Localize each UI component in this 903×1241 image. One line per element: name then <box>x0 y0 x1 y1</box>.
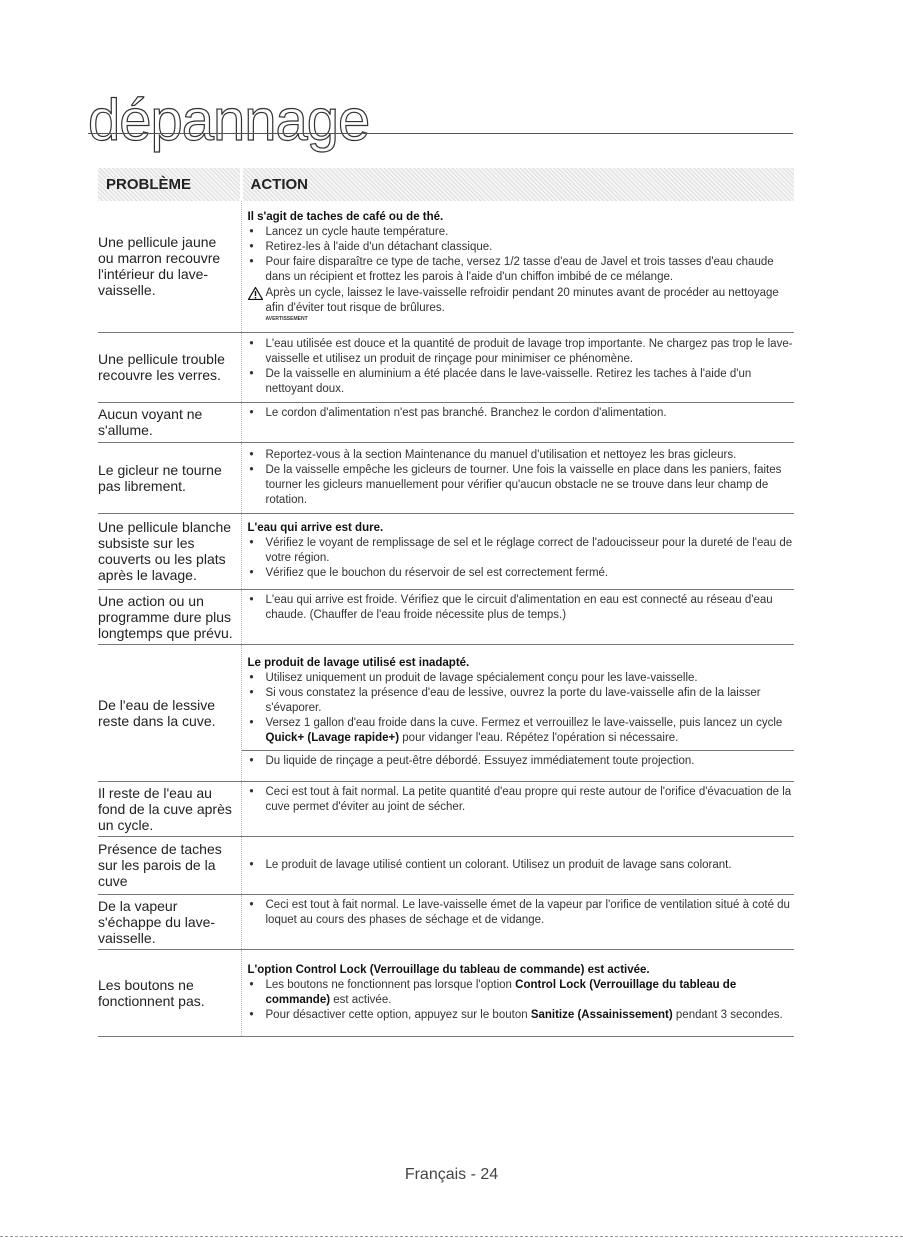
list-item: • Reportez-vous à la section Maintenance du manuel d'utilisation et nettoyez les bras gicleurs. <box>248 448 795 463</box>
list-item: • Pour faire disparaître ce type de tache, versez 1/2 tasse d'eau de Javel et trois tasses d'eau chaude dans un récipient et frottez les parois à l'aide d'un chiffon imbibé de ce mélange. <box>248 255 795 285</box>
action-list <box>248 898 795 928</box>
bullet-text: Pour désactiver cette option, appuyez sur le bouton <box>265 1008 531 1021</box>
page-footer: Français - 24 <box>404 1166 499 1183</box>
action-lead: L'eau qui arrive est dure. <box>247 522 384 534</box>
table-row <box>98 332 794 402</box>
list-item <box>248 1008 795 1023</box>
action-list <box>248 536 795 581</box>
troubleshooting-table <box>98 168 794 1037</box>
list-item: • Si vous constatez la présence d'eau de lessive, ouvrez la porte du lave-vaisselle afin de la laisser s'évaporer. <box>248 686 795 716</box>
problem-cell: Une action ou un programme dure plus longtemps que prévu. <box>98 589 241 644</box>
action-cell <box>241 949 794 1036</box>
action-cell <box>241 201 794 332</box>
action-list <box>248 337 795 397</box>
problem-cell: Une pellicule blanche subsiste sur les couverts ou les plats après le lavage. <box>98 513 241 589</box>
list-item: • De la vaisselle empêche les gicleurs de tourner. Une fois la vaisselle en place dans les paniers, faites tourner les gicleurs manuellement pour vérifier qu'aucun obstacle ne se trouve dans leur champ de rotation. <box>248 463 795 508</box>
bullet-text: est activée. <box>330 993 392 1006</box>
problem-cell: Aucun voyant ne s'allume. <box>98 402 241 442</box>
action-cell <box>241 513 794 589</box>
list-item: • L'eau qui arrive est froide. Vérifiez que le circuit d'alimentation en eau est connecté au réseau d'eau chaude. (Chauffer de l'eau froide nécessite plus de temps.) <box>248 593 795 623</box>
list-item: • L'eau utilisée est douce et la quantité de produit de lavage trop importante. Ne chargez pas trop le lave-vaisselle et utilisez un produit de rinçage pour minimiser ce phénomène. <box>248 337 795 367</box>
list-item: • Lancez un cycle haute température. <box>248 225 795 240</box>
list-item: • Le produit de lavage utilisé contient un colorant. Utilisez un produit de lavage sans colorant. <box>248 858 795 873</box>
table-row <box>98 442 794 513</box>
sub-row <box>242 750 795 769</box>
action-list <box>248 978 795 1023</box>
list-item: • Le cordon d'alimentation n'est pas branché. Branchez le cordon d'alimentation. <box>248 406 795 421</box>
warning-label: AVERTISSEMENT <box>265 315 308 322</box>
action-list <box>248 754 795 769</box>
action-cell <box>241 781 794 836</box>
list-item: • De la vaisselle en aluminium a été placée dans le lave-vaisselle. Retirez les taches à l'aide d'un nettoyant doux. <box>248 367 795 397</box>
control-lock-keyword: Control Lock (Verrouillage du tableau de commande) <box>265 978 737 1006</box>
problem-cell: Une pellicule trouble recouvre les verres. <box>98 332 241 402</box>
list-item: • Du liquide de rinçage a peut-être débordé. Essuyez immédiatement toute projection. <box>248 754 795 769</box>
action-list <box>248 448 795 508</box>
table-row <box>98 644 794 781</box>
list-item <box>248 716 795 746</box>
action-list <box>248 593 795 623</box>
list-item: • Vérifiez que le bouchon du réservoir de sel est correctement fermé. <box>248 566 795 581</box>
list-item <box>248 978 795 1008</box>
list-item: • Ceci est tout à fait normal. Le lave-vaisselle émet de la vapeur par l'orifice de ventilation situé à coté du loquet au cours des phases de séchage et de vidange. <box>248 898 795 928</box>
page-title: dépannage <box>88 88 370 153</box>
action-lead: Il s'agit de taches de café ou de thé. <box>247 210 444 223</box>
action-cell <box>241 644 794 781</box>
problem-cell: Il reste de l'eau au fond de la cuve après un cycle. <box>98 781 241 836</box>
bullet-text: pour vidanger l'eau. Répétez l'opération si nécessaire. <box>399 732 679 744</box>
action-lead: Le produit de lavage utilisé est inadapté. <box>247 657 470 669</box>
bullet-text: pendant 3 secondes. <box>672 1008 783 1021</box>
problem-cell: Le gicleur ne tourne pas librement. <box>98 442 241 513</box>
action-list <box>248 858 795 873</box>
quick-plus-keyword: Quick+ (Lavage rapide+) <box>265 732 400 744</box>
warning-note <box>248 286 795 322</box>
header-problem: PROBLÈME <box>98 168 241 201</box>
action-cell <box>241 402 794 442</box>
list-item: • Vérifiez le voyant de remplissage de sel et le réglage correct de l'adoucisseur pour la dureté de l'eau de votre région. <box>248 536 795 566</box>
table-header <box>98 168 794 201</box>
problem-cell: Les boutons ne fonctionnent pas. <box>98 949 241 1036</box>
bullet-text: Les boutons ne fonctionnent pas lorsque l'option <box>265 978 516 991</box>
action-list <box>248 785 795 815</box>
action-cell <box>241 332 794 402</box>
action-list <box>248 225 795 285</box>
action-lead: L'option Control Lock (Verrouillage du tableau de commande) est activée. <box>247 963 650 976</box>
problem-cell: Présence de taches sur les parois de la cuve <box>98 836 241 894</box>
warning-icon <box>248 287 263 300</box>
bullet-text: Versez 1 gallon d'eau froide dans la cuve. Fermez et verrouillez le lave-vaisselle, puis lancez un cycle <box>265 717 783 729</box>
title-rule <box>88 133 793 134</box>
table-row <box>98 894 794 949</box>
table-row <box>98 781 794 836</box>
table-row <box>98 402 794 442</box>
action-list <box>248 406 795 421</box>
action-cell <box>241 442 794 513</box>
table-row <box>98 589 794 644</box>
bottom-rule <box>0 1236 903 1237</box>
list-item: • Ceci est tout à fait normal. La petite quantité d'eau propre qui reste autour de l'orifice d'évacuation de la cuve permet d'éviter au joint de sécher. <box>248 785 795 815</box>
table-row <box>98 513 794 589</box>
problem-cell: De la vapeur s'échappe du lave-vaisselle. <box>98 894 241 949</box>
action-list <box>248 671 795 746</box>
action-cell <box>241 589 794 644</box>
problem-cell: Une pellicule jaune ou marron recouvre l'intérieur du lave-vaisselle. <box>98 201 241 332</box>
table-row <box>98 949 794 1036</box>
action-cell <box>241 836 794 894</box>
header-action: ACTION <box>241 168 794 201</box>
table-row <box>98 201 794 332</box>
sanitize-keyword: Sanitize (Assainissement) <box>530 1008 673 1021</box>
warning-text: Après un cycle, laissez le lave-vaisselle refroidir pendant 20 minutes avant de procéder au nettoyage afin d'éviter tout risque de brûlures. <box>265 286 779 314</box>
problem-cell: De l'eau de lessive reste dans la cuve. <box>98 644 241 781</box>
list-item: • Utilisez uniquement un produit de lavage spécialement conçu pour les lave-vaisselle. <box>248 671 795 686</box>
table-row <box>98 836 794 894</box>
action-cell <box>241 894 794 949</box>
list-item: • Retirez-les à l'aide d'un détachant classique. <box>248 240 795 255</box>
